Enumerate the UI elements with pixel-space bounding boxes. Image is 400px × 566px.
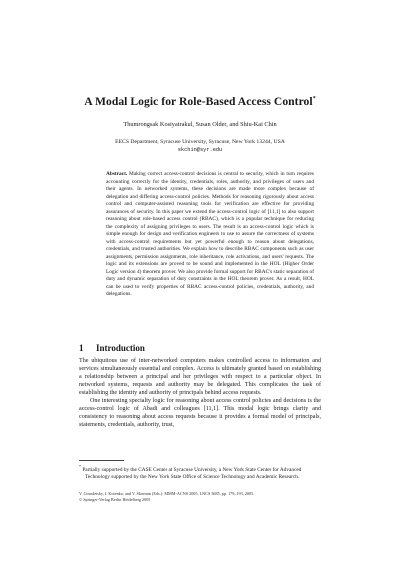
author-list: Thumrongsak Kosiyatrakul, Susan Older, and Shiu-Kai Chin	[123, 121, 277, 128]
section-heading	[79, 343, 145, 353]
footnote-divider	[79, 460, 124, 461]
introduction-body	[79, 357, 321, 429]
citation-block	[79, 491, 339, 502]
intro-paragraph-2: One interesting specialty logic for reasoning about access control policies and decisions is the access-control logic of Abadi and colleagues [11,1]. This modal logic brings clarity and consistency to reasoning about access requests because it provides a formal model of principals, statements, credentials, authority, trust,	[79, 398, 321, 429]
affiliation: EECS Department, Syracuse University, Syracuse, New York 13244, USA	[115, 139, 285, 145]
affiliation-block	[40, 138, 360, 154]
abstract	[106, 171, 314, 299]
footnote	[79, 463, 321, 481]
footnote-text: Partially supported by the CASE Center at Syracuse University, a New York State Center for Advanced Technology supported by the New York State Office of Science Technology and Academic Research.	[82, 466, 302, 480]
intro-paragraph-1: The ubiquitous use of inter-networked computers makes controlled access to information and services simultaneously essential and complex. Access is ultimately granted based on establishing a relationship between a principal and her privileges with respect to a particular object. In networked systems, requests and authority may be delegated. This complicates the task of establishing the identity and authority of principals behind access requests.	[79, 358, 321, 397]
contact-email: skchin@syr.edu	[177, 147, 223, 153]
abstract-text: Making correct access-control decisions is central to security, which in turn requires accounting correctly for the identity, credentials, roles, authority, and privileges of users and their agents. In networked systems, these decisions are made more complex because of delegation and differing access-control policies. Methods for reasoning rigorously about access control and computer-assisted reasoning tools for verification are effective for providing assurances of security. In this paper we extend the access-control logic of [11,1] to also support reasoning about role-based access control (RBAC), which is a popular technique for reducing the complexity of assigning privileges to users. The result is an access-control logic which is simple enough for design and verification engineers to use to assure the correctness of systems with access-control requirements but yet powerful enough to reason about delegations, credentials, and trusted authorities. We explain how to describe RBAC components such as user assignments, permission assignments, role inheritance, role activations, and users' requests. The logic and its extensions are proved to be sound and implemented in the HOL (Higher Order Logic version 4) theorem prover. We also provide formal support for RBAC's static separation of duty and dynamic separation of duty constraints in the HOL theorem prover. As a result, HOL can be used to verify properties of RBAC access-control policies, credentials, authority, and delegations.	[106, 171, 314, 297]
paper-title-text: A Modal Logic for Role-Based Access Control	[84, 95, 313, 108]
citation-line-1: V. Gorodetsky, I. Kotenko, and V. Skormin (Eds.): MMM-ACNS 2005, LNCS 3685, pp. 179–193, 2005.	[79, 491, 255, 496]
footnote-marker: *	[79, 464, 81, 469]
title-footnote-marker: *	[312, 96, 316, 103]
paper-title	[40, 95, 360, 108]
section-title: Introduction	[96, 343, 145, 353]
section-number: 1	[79, 343, 84, 353]
citation-line-2: © Springer-Verlag Berlin Heidelberg 2005	[79, 496, 151, 502]
abstract-label: Abstract.	[106, 171, 128, 177]
